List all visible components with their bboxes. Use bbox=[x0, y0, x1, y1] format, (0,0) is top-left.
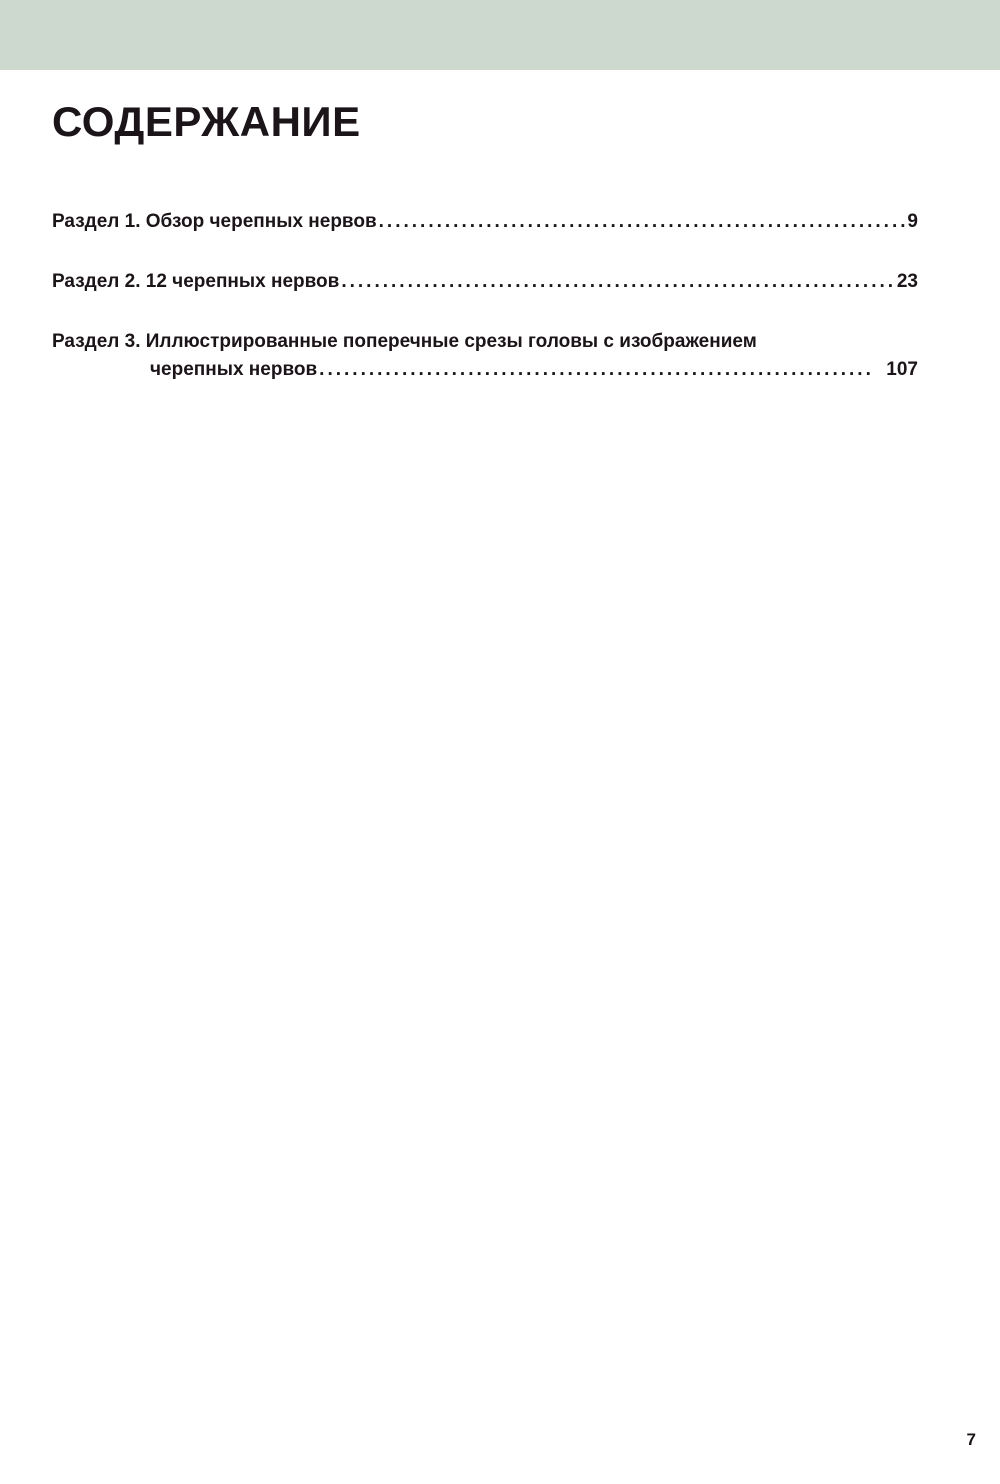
page-title: СОДЕРЖАНИЕ bbox=[52, 98, 361, 145]
toc-entry-1[interactable] bbox=[52, 208, 918, 236]
toc-entry-label: Раздел 1. Обзор черепных нервов bbox=[52, 211, 377, 232]
toc-entry-label-line1: Раздел 3. Иллюстрированные поперечные срезы головы с изображением bbox=[52, 331, 757, 352]
dot-leader bbox=[341, 268, 895, 296]
dot-leader bbox=[319, 356, 870, 384]
table-of-contents bbox=[52, 208, 918, 416]
toc-entry-2[interactable] bbox=[52, 268, 918, 296]
toc-entry-3[interactable] bbox=[52, 328, 918, 384]
page-number: 7 bbox=[966, 1430, 976, 1449]
toc-entry-label: Раздел 2. 12 черепных нервов bbox=[52, 271, 340, 292]
header-band bbox=[0, 0, 1000, 70]
dot-leader bbox=[379, 208, 906, 236]
toc-entry-page: 107 bbox=[886, 359, 918, 380]
toc-entry-label-line2: черепных нервов bbox=[150, 359, 318, 380]
toc-entry-page: 9 bbox=[907, 211, 918, 232]
toc-entry-page: 23 bbox=[896, 271, 918, 292]
